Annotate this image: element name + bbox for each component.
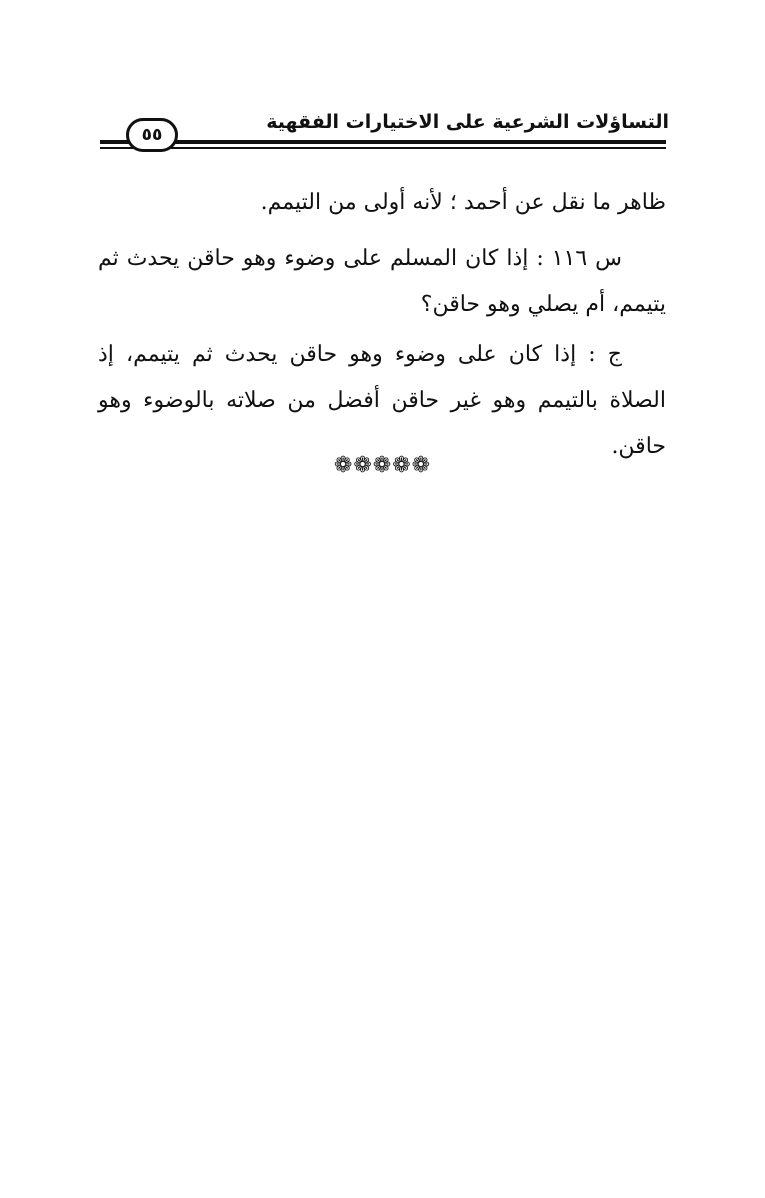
- page-number: ٥٥: [126, 118, 178, 152]
- page-body: [98, 180, 666, 470]
- paragraph-continuation: ظاهر ما نقل عن أحمد ؛ لأنه أولى من التيمم.: [260, 190, 666, 215]
- answer-116: ج : إذا كان على وضوء وهو حاقن يحدث ثم يتيمم، إذ الصلاة بالتيمم وهو غير حاقن أفضل من صلاته بالوضوء وهو حاقن.: [98, 342, 666, 459]
- header-rule-thin: [100, 147, 666, 149]
- header-rule-thick: [100, 140, 666, 144]
- section-ornament: ❁❁❁❁❁: [333, 453, 432, 478]
- running-header-title: التساؤلات الشرعية على الاختيارات الفقهية: [266, 111, 669, 133]
- question-116: س ١١٦ : إذا كان المسلم على وضوء وهو حاقن يحدث ثم يتيمم، أم يصلي وهو حاقن؟: [98, 246, 666, 317]
